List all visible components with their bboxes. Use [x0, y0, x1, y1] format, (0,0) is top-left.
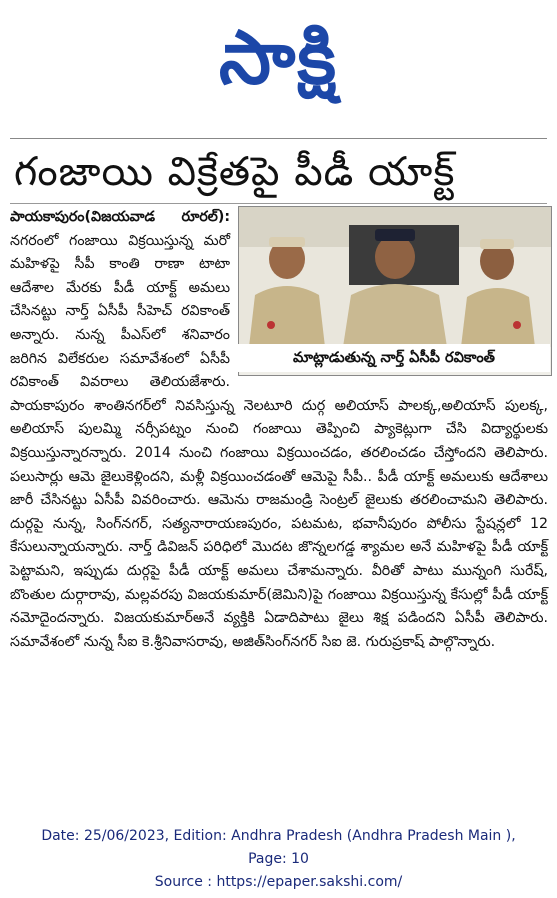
divider: [10, 138, 547, 139]
article-dateline: పాయకాపురం(విజయవాడ రూరల్):: [10, 209, 230, 225]
police-officers-photo: [239, 207, 551, 347]
sakshi-logo: సాక్షి: [219, 15, 338, 101]
divider: [10, 203, 547, 204]
masthead: [0, 8, 557, 108]
page-footer: [0, 825, 557, 894]
article-body: నగరంలో గంజాయి విక్రయిస్తున్న మరో మహిళపై సీపీ కాంతి రాణా టాటా ఆదేశాల మేరకు పీడీ యాక్ట్ అమలు చేసినట్టు నార్త్ ఏసీపీ సీహెచ్ రవికాంత్ అన్నారు. నున్న పీఎస్‌లో శనివారం జరిగిన విలేకరుల సమావేశంలో ఏసీపీ రవికాంత్ వివరాలు తెలియజేశారు. పాయకాపురం శాంతినగర్‌లో నివసిస్తున్న నెలటూరి దుర్గ అలియాస్ పాలక్క,అలియాస్ పులక్క, అలియాస్ పులమ్మి నర్సీపట్నం నుంచి గంజాయి తెప్పించి ప్యాకెట్లుగా చేసి విద్యార్థులకు విక్రయిస్తున్నారన్నారు. 2014 నుంచి గంజాయి విక్రయించడం, తరలించడం చేస్తోందని తెలిపారు. పలుసార్లు ఆమె జైలుకెళ్లిందని, మళ్లీ విక్రయించడంతో ఆమెపై సీపీ.. పీడీ యాక్ట్ అమలుకు ఆదేశాలు జారీ చేసినట్టు ఏసీపీ వివరించారు. ఆమెను రాజమండ్రి సెంట్రల్ జైలుకు తరలించామని తెలిపారు. దుర్గపై నున్న, సింగ్‌నగర్, సత్యనారాయణపురం, పటమట, భవానీపురం పోలీసు స్టేషన్లలో 12 కేసులున్నాయన్నారు. నార్త్ డివిజన్ పరిధిలో మొదట జొన్నలగడ్డ శ్యామల అనే మహిళపై పీడీ యాక్ట్ పెట్టామని, ఇప్పుడు దుర్గపై పీడీ యాక్ట్ అమలు చేశామన్నారు. వీరితో పాటు మున్నంగి సురేష్, బొంతుల దుర్గారావు, మల్లవరపు విజయకుమార్(జెమిని)పై గంజాయి విక్రయిస్తున్న కేసుల్లో పీడీ యాక్ట్ నమోదైందన్నారు. విజయకుమార్‌అనే వ్యక్తికి ఏడాదిపాటు జైలు శిక్ష పడిందని ఏసీపీ తెలిపారు. సమావేశంలో నున్న సీఐ కె.శ్రీనివాసరావు, అజిత్‌సింగ్‌నగర్ సిఐ జె. గురుప్రకాష్ పాల్గొన్నారు.: [10, 232, 548, 650]
footer-date-edition: Date: 25/06/2023, Edition: Andhra Pradesh (Andhra Pradesh Main ),: [41, 828, 516, 844]
footer-page: Page: 10: [248, 851, 309, 867]
photo-caption: మాట్లాడుతున్న నార్త్ ఏసీపీ రవికాంత్: [238, 344, 550, 372]
footer-source: Source : https://epaper.sakshi.com/: [154, 874, 403, 890]
article-headline: గంజాయి విక్రేతపై పీడీ యాక్ట్: [14, 149, 456, 195]
